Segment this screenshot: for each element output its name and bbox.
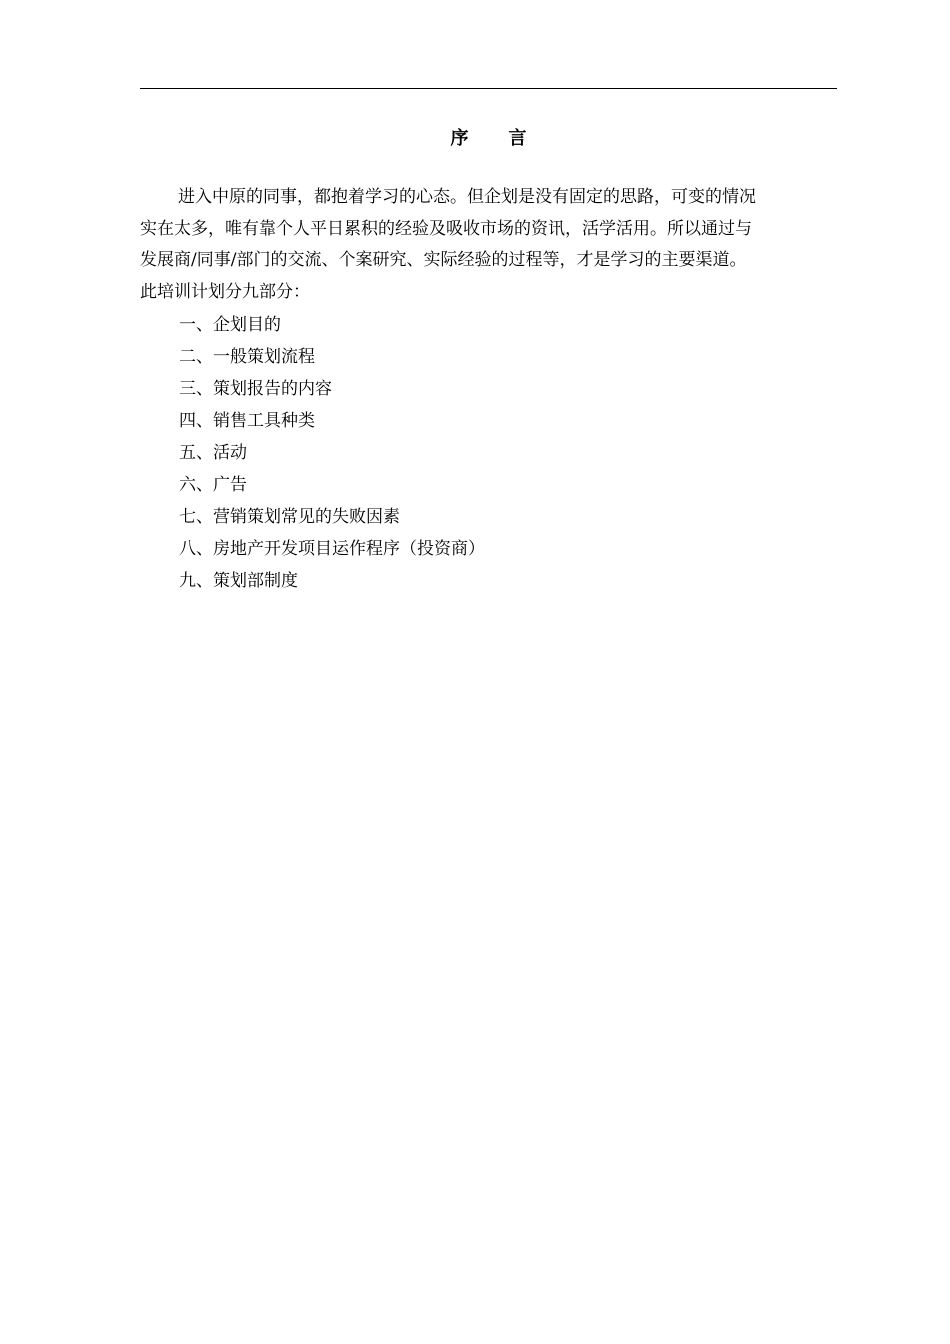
intro-line: 实在太多，唯有靠个人平日累积的经验及吸收市场的资讯，活学活用。所以通过与	[140, 218, 752, 239]
page-title	[140, 126, 837, 152]
section-item-6: 六、广告	[179, 475, 247, 495]
intro-line: 此培训计划分九部分：	[140, 281, 310, 302]
section-item-9: 九、策划部制度	[179, 571, 298, 591]
intro-line: 发展商/同事/部门的交流、个案研究、实际经验的过程等，才是学习的主要渠道。	[140, 250, 747, 270]
section-item-2: 二、一般策划流程	[179, 347, 315, 367]
section-item-8: 八、房地产开发项目运作程序（投资商）	[179, 539, 485, 559]
page-title-char-2: 言	[508, 128, 527, 149]
intro-line: 进入中原的同事，都抱着学习的心态。但企划是没有固定的思路，可变的情况	[178, 187, 756, 207]
section-item-4: 四、销售工具种类	[179, 411, 315, 431]
section-item-3: 三、策划报告的内容	[179, 379, 332, 399]
section-item-5: 五、活动	[179, 443, 247, 463]
section-item-1: 一、企划目的	[179, 315, 281, 335]
page-title-char-1: 序	[450, 128, 469, 149]
section-item-7: 七、营销策划常见的失败因素	[179, 507, 400, 527]
header-rule	[140, 88, 837, 89]
intro-paragraph	[140, 182, 837, 308]
section-list	[179, 309, 485, 597]
